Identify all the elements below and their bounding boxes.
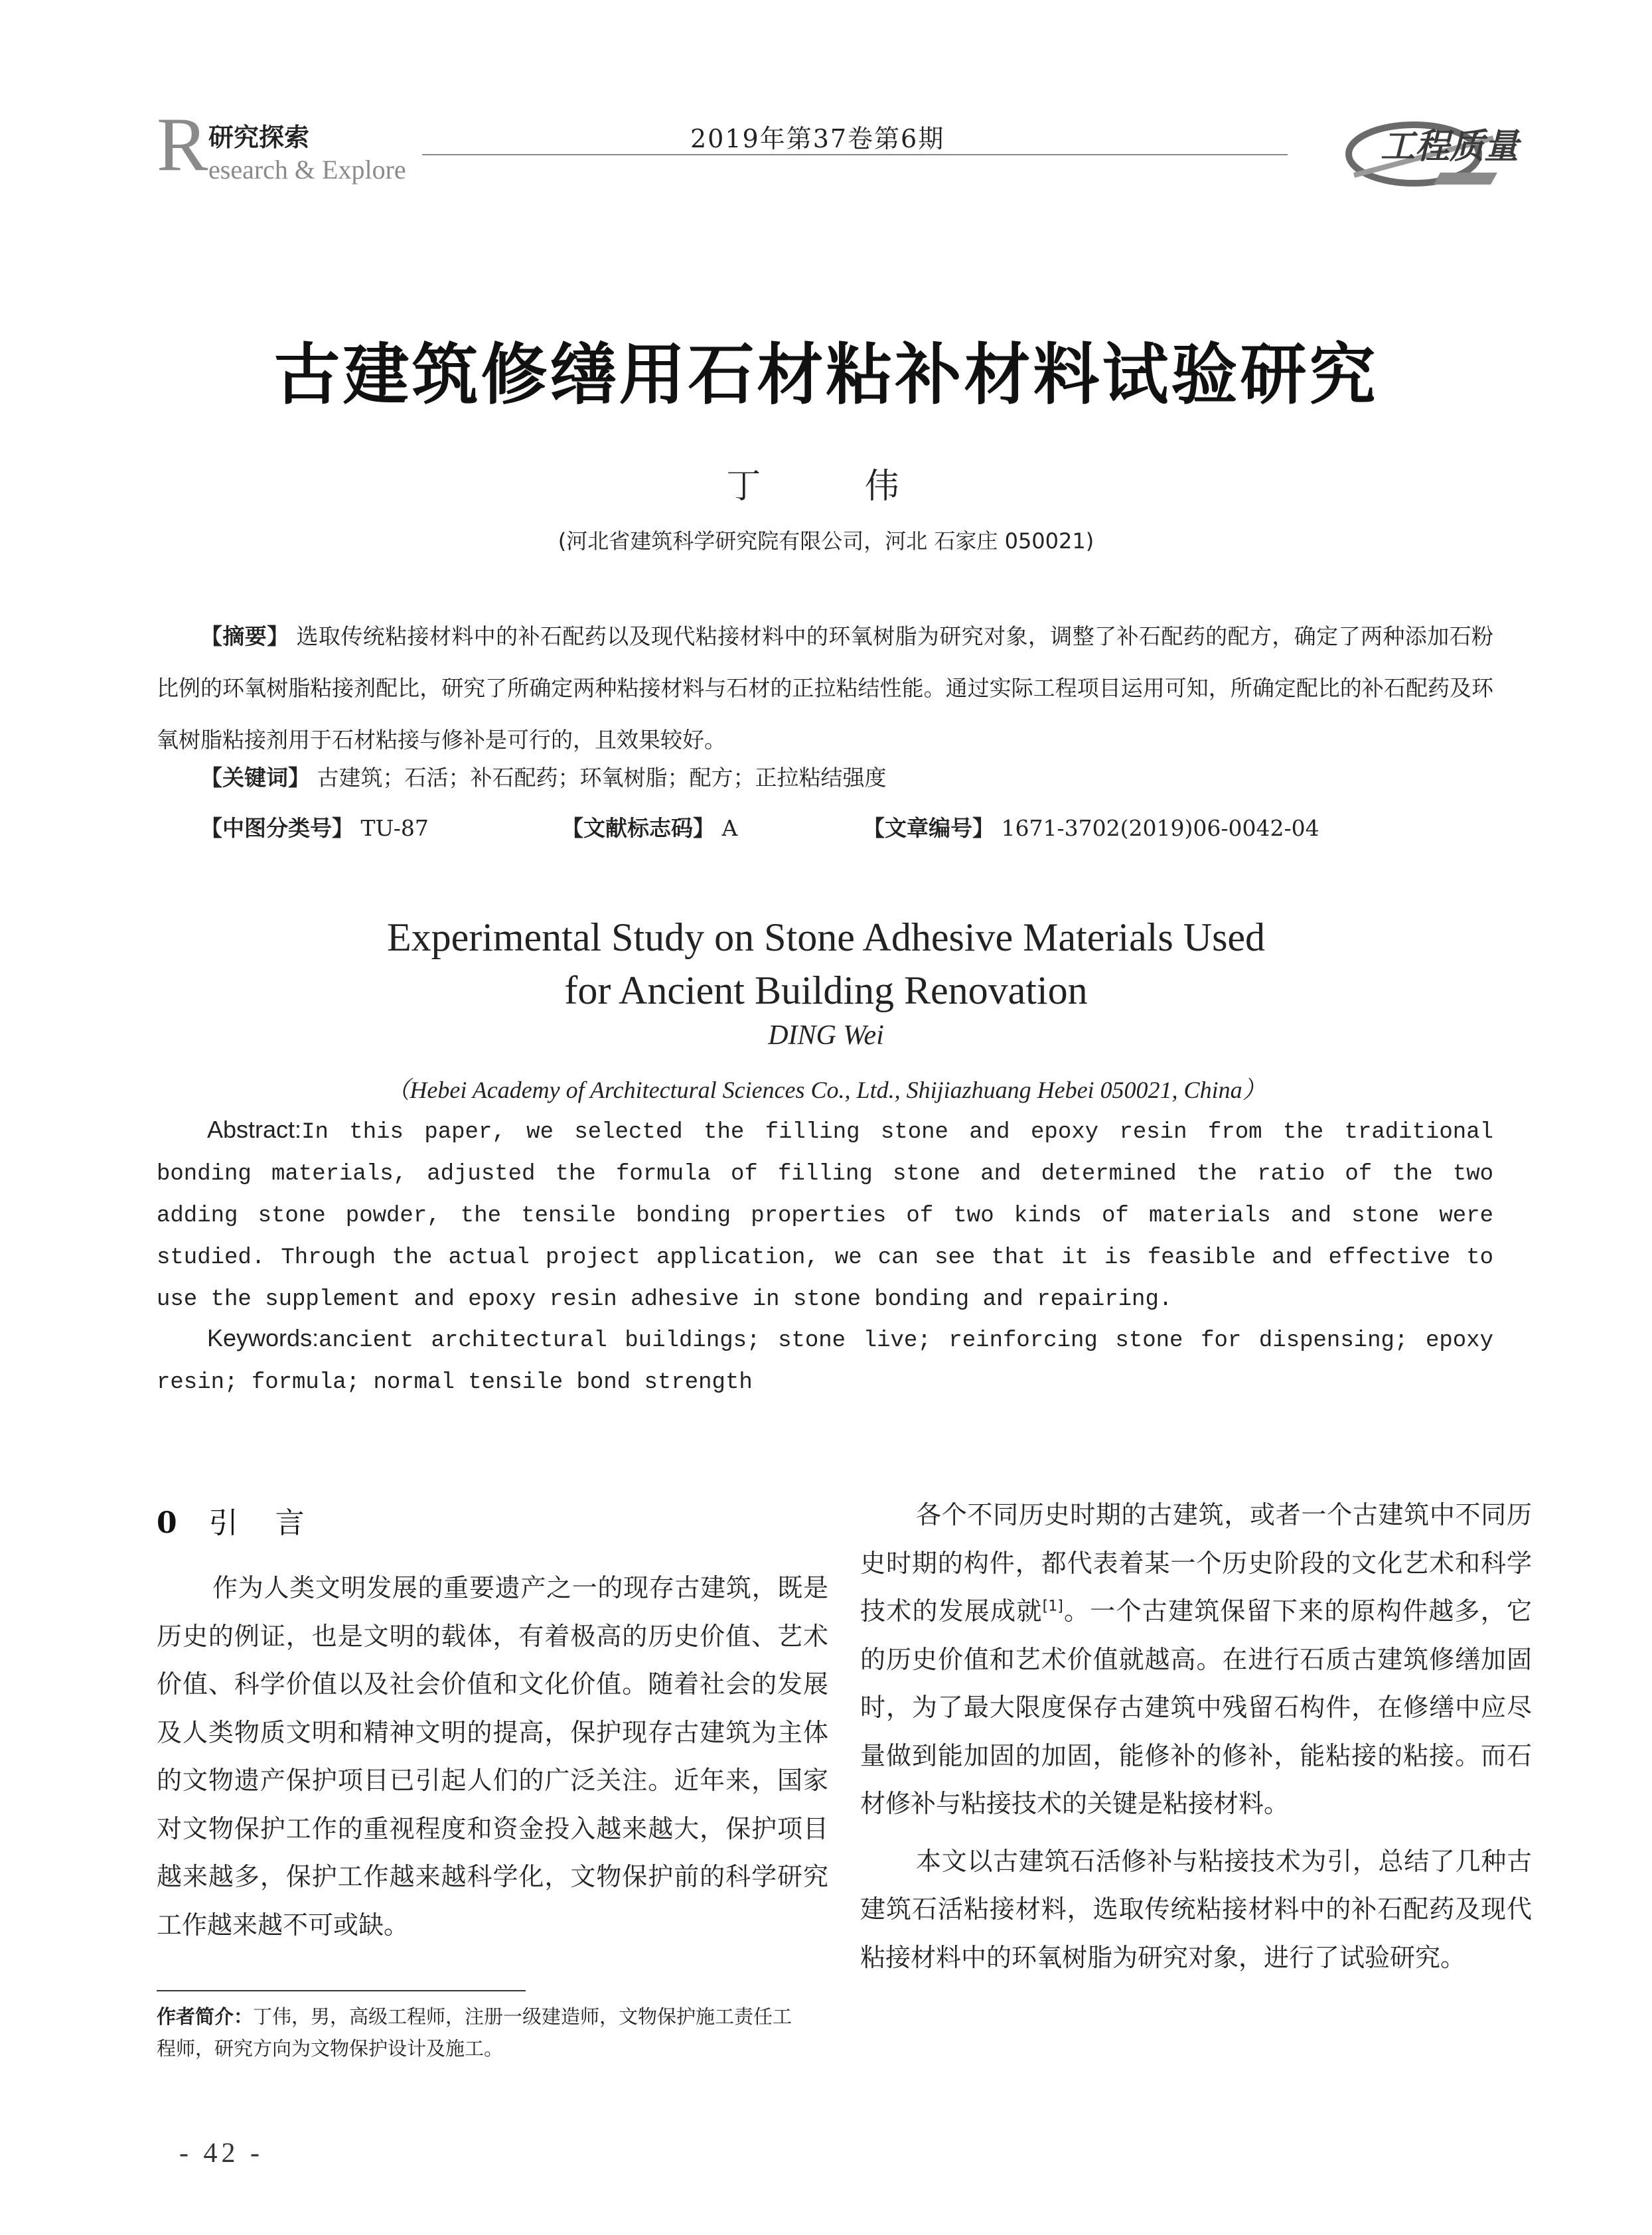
keywords-en-text: ancient architectural buildings; stone live; reinforcing stone for dispensing; epoxy resin; formula; normal tensile bond strength — [157, 1328, 1493, 1395]
body-paragraph — [860, 1491, 1532, 1828]
footnote-rule — [157, 1990, 526, 1991]
paper-title-cn: 古建筑修缮用石材粘补材料试验研究 — [273, 336, 1379, 414]
keywords-en-label: Keywords: — [207, 1324, 319, 1351]
body-column-right — [860, 1491, 1532, 1981]
body-text: 各个不同历史时期的古建筑，或者一个古建筑中不同历史时期的构件，都代表着某一个历史阶段的文化艺术和科学技术的发展成就 — [860, 1500, 1532, 1626]
issue-info: 2019年第37卷第6期 — [690, 124, 945, 153]
abstract-cn-text: 选取传统粘接材料中的补石配药以及现代粘接材料中的环氧树脂为研究对象，调整了补石配药的配方，确定了两种添加石粉比例的环氧树脂粘接剂配比，研究了所确定两种粘接材料与石材的正拉粘结性能。通过实际工程项目运用可知，所确定配比的补石配药及环氧树脂粘接剂用于石材粘接与修补是可行的，且效果较好。 — [157, 623, 1494, 753]
body-text: 。一个古建筑保留下来的原构件越多，它的历史价值和艺术价值就越高。在进行石质古建筑修缮加固时，为了最大限度保存古建筑中残留石构件，在修缮中应尽量做到能加固的加固，能修补的修补，能粘接的粘接。而石材修补与粘接技术的关键是粘接材料。 — [860, 1596, 1532, 1818]
author-footnote — [157, 2001, 807, 2064]
section-title: 引言 — [208, 1506, 342, 1540]
journal-section-en: esearch & Explore — [208, 155, 406, 185]
keywords-cn — [200, 761, 887, 792]
section-number: 0 — [157, 1506, 177, 1540]
header-rule — [422, 154, 1288, 155]
clc-label: 【中图分类号】 — [200, 815, 354, 841]
paper-title-en — [0, 911, 1652, 1017]
author-en: DING Wei — [768, 1020, 884, 1051]
footnote-text: 丁伟，男，高级工程师，注册一级建造师，文物保护施工责任工程师，研究方向为文物保护设计及施工。 — [157, 2005, 792, 2060]
body-column-left — [157, 1564, 828, 1949]
paper-title-en-line2: for Ancient Building Renovation — [564, 968, 1088, 1012]
doc-code-value: A — [721, 815, 738, 841]
keywords-cn-text: 古建筑；石活；补石配药；环氧树脂；配方；正拉粘结强度 — [317, 765, 887, 791]
abstract-en-label: Abstract: — [207, 1116, 302, 1143]
body-paragraph: 本文以古建筑石活修补与粘接技术为引，总结了几种古建筑石活粘接材料，选取传统粘接材料中的补石配药及现代粘接材料中的环氧树脂为研究对象，进行了试验研究。 — [860, 1846, 1532, 1972]
article-number-value: 1671-3702(2019)06-0042-04 — [1001, 815, 1319, 841]
keywords-en — [157, 1317, 1493, 1404]
affiliation-en: （Hebei Academy of Architectural Sciences Co., Ltd., Shijiazhuang Hebei 050021, China） — [386, 1077, 1266, 1103]
page-number: - 42 - — [179, 2138, 263, 2169]
keywords-cn-label: 【关键词】 — [200, 765, 310, 791]
article-number-label: 【文章编号】 — [863, 815, 994, 841]
abstract-cn — [157, 611, 1493, 766]
clc-value: TU-87 — [360, 815, 429, 841]
abstract-en — [157, 1109, 1493, 1321]
abstract-cn-label: 【摘要】 — [200, 623, 289, 649]
body-paragraph: 作为人类文明发展的重要遗产之一的现存古建筑，既是历史的例证，也是文明的载体，有着极高的历史价值、艺术价值、科学价值以及社会价值和文化价值。随着社会的发展及人类物质文明和精神文明的提高，保护现存古建筑为主体的文物遗产保护项目已引起人们的广泛关注。近年来，国家对文物保护工作的重视程度和资金投入越来越大，保护项目越来越多，保护工作越来越科学化，文物保护前的科学研究工作越来越不可或缺。 — [157, 1573, 828, 1940]
doc-code-label: 【文献标志码】 — [562, 815, 715, 841]
abstract-en-text: In this paper, we selected the filling stone and epoxy resin from the traditional bonding materials, adjusted the formula of filling stone and determined the ratio of the two adding stone powder, the tensile bonding properties of two kinds of materials and stone were studied. Through the actual project application, we can see that it is feasible and effective to use the supplement and epoxy resin adhesive in stone bonding and repairing. — [157, 1120, 1493, 1312]
paper-title-en-line1: Experimental Study on Stone Adhesive Materials Used — [386, 915, 1266, 959]
citation-ref: [1] — [1042, 1598, 1063, 1615]
clc-number — [200, 811, 429, 842]
journal-logo-letter: R — [157, 102, 208, 187]
footnote-label: 作者简介： — [157, 2005, 254, 2028]
author-cn: 丁 伟 — [726, 467, 926, 506]
section-heading — [157, 1499, 342, 1541]
brand-logo-text: 工程质量 — [1381, 127, 1519, 167]
document-code — [562, 811, 737, 842]
journal-section-cn: 研究探索 — [208, 123, 310, 152]
article-number — [863, 811, 1319, 842]
affiliation-cn: (河北省建筑科学研究院有限公司，河北 石家庄 050021) — [558, 528, 1094, 554]
